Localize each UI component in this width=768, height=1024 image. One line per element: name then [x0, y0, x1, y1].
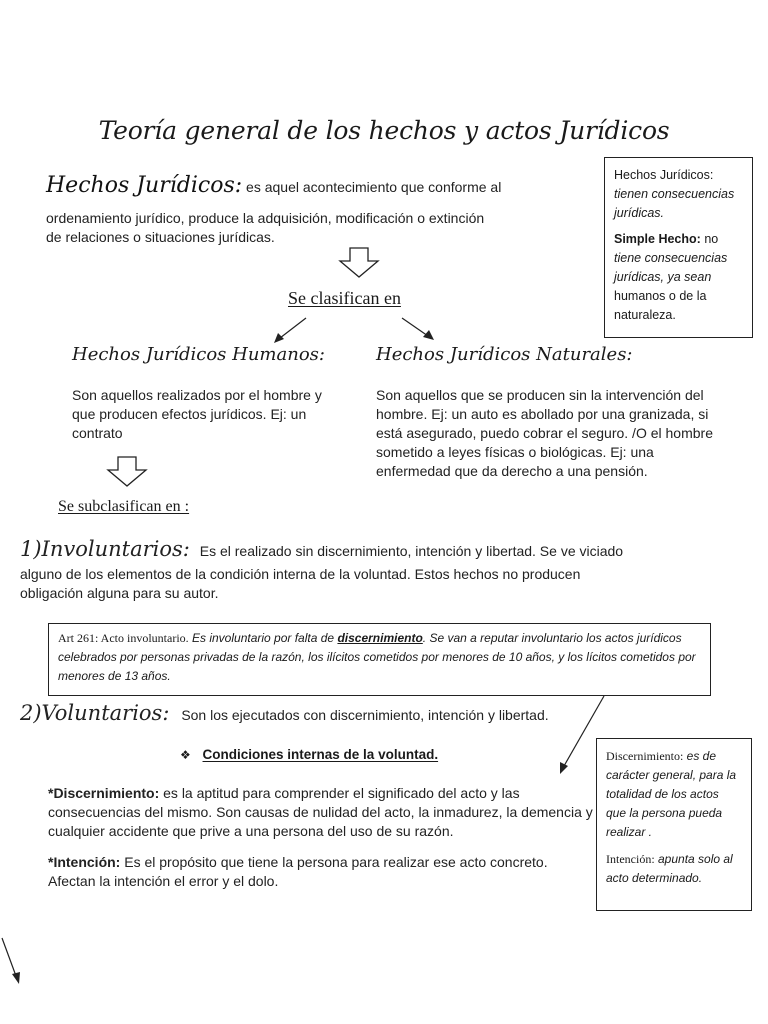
voluntarios-text: Son los ejecutados con discernimiento, intención y libertad.	[181, 707, 549, 723]
art261-keyword: discernimiento	[337, 631, 423, 645]
involuntarios-text-1: Es el realizado sin discernimiento, intención y libertad. Se ve viciado	[199, 543, 624, 559]
art261-label: Art 261: Acto involuntario.	[58, 631, 189, 645]
involuntarios-text-2: alguno de los elementos de la condición interna de la voluntad. Estos hechos no producen	[20, 566, 581, 582]
hechos-juridicos-text-2: ordenamiento jurídico, produce la adquisición, modificación o extinción	[46, 210, 485, 226]
intencion-text: Es el propósito que tiene la persona para realizar ese acto concreto. Afectan la intención el error y el dolo.	[48, 854, 548, 889]
page-title: Teoría general de los hechos y actos Jurídicos	[98, 116, 670, 145]
condiciones-bullet: ❖	[180, 748, 191, 762]
intencion-block	[48, 853, 568, 891]
down-arrow-icon-2	[106, 456, 148, 488]
discernimiento-label: *Discernimiento:	[48, 785, 160, 801]
involuntarios-heading: 1)Involuntarios:	[20, 537, 190, 561]
simple-hecho-text-3: humanos o de la naturaleza.	[614, 289, 707, 322]
humanos-text: Son aquellos realizados por el hombre y que producen efectos jurídicos. Ej: un contrato	[72, 387, 322, 441]
art261-part1: Es involuntario por falta de	[192, 631, 335, 645]
naturales-text: Son aquellos que se producen sin la intervención del hombre. Ej: un auto es abollado por una granizada, si está asegurado, puedo cobrar el seguro. /O el hombre sometido a leyes físicas o biológicas. Ej: una enfermedad que da derecho a una pensión.	[376, 387, 713, 479]
subclasifican-heading: Se subclasifican en :	[58, 498, 190, 515]
involuntarios-block	[20, 537, 760, 603]
hechos-juridicos-text-1: es aquel acontecimiento que conforme al	[246, 179, 502, 195]
condiciones-title: Condiciones internas de la voluntad.	[202, 747, 439, 762]
voluntarios-heading: 2)Voluntarios:	[20, 701, 170, 725]
simple-hecho-text-1: no	[704, 232, 719, 246]
naturales-heading: Hechos Jurídicos Naturales:	[376, 344, 633, 365]
humanos-heading: Hechos Jurídicos Humanos:	[72, 344, 325, 365]
simple-hecho-text-2: tiene consecuencias jurídicas, ya sean	[614, 251, 728, 284]
clasifican-heading: Se clasifican en	[288, 288, 401, 308]
side-int-label: Intención:	[606, 852, 655, 866]
discernimiento-text: es la aptitud para comprender el significado del acto y las consecuencias del mismo. Son causas de nulidad del acto, la inmadurez, la demencia y cualquier accidente que prive a una persona del uso de su razón.	[48, 785, 593, 839]
hechos-juridicos-text-3: de relaciones o situaciones jurídicas.	[46, 229, 275, 245]
hechos-juridicos-heading: Hechos Jurídicos:	[46, 173, 243, 198]
side-int-text: apunta solo al acto determinado.	[606, 852, 733, 885]
art261-part2: . Se van a reputar involuntario los actos jurídicos celebrados por personas privadas de la razón, los ilícitos cometidos por menores de 10 años, y los lícitos cometidos por menores de 13 años.	[58, 631, 696, 683]
bottom-arrow-icon	[0, 936, 30, 988]
art261-box	[48, 623, 711, 696]
simple-hecho-label: Simple Hecho:	[614, 232, 701, 246]
voluntarios-block	[20, 701, 549, 725]
side-box-hechos-desc: tienen consecuencias jurídicas.	[614, 187, 735, 220]
side-box-discernimiento	[596, 738, 752, 911]
involuntarios-text-3: obligación alguna para su autor.	[20, 585, 219, 601]
intencion-label: *Intención:	[48, 854, 121, 870]
condiciones-heading	[180, 747, 438, 762]
side-box-hechos	[604, 157, 753, 338]
hechos-juridicos-definition	[46, 173, 586, 247]
branch-arrows-icon	[270, 312, 450, 346]
side-box-hechos-heading: Hechos Jurídicos:	[614, 168, 714, 182]
discernimiento-block	[48, 784, 596, 841]
side-disc-label: Discernimiento:	[606, 749, 684, 763]
side-disc-text: es de carácter general, para la totalidad de los actos que la persona pueda realizar .	[606, 749, 737, 839]
down-arrow-icon	[338, 247, 380, 279]
